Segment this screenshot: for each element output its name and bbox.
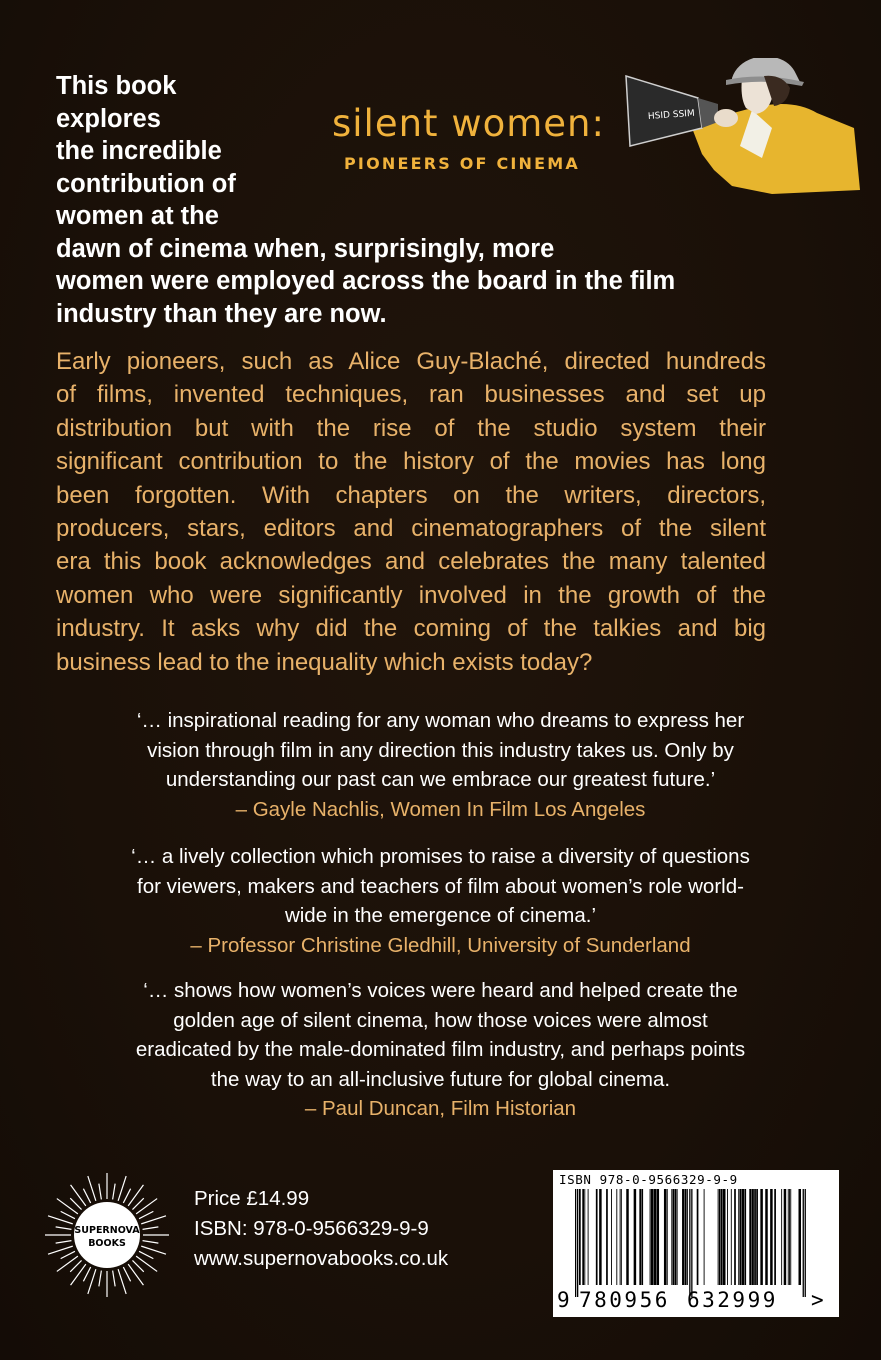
barcode-arrow: > (811, 1288, 824, 1312)
logo-ray (136, 1199, 157, 1214)
barcode-bar (738, 1189, 739, 1285)
logo-ray (128, 1264, 143, 1285)
barcode-guard-bar (575, 1189, 576, 1297)
barcode-bar (719, 1189, 721, 1285)
woman-with-megaphone-illustration (622, 58, 862, 194)
barcode-bar (723, 1189, 726, 1285)
barcode-bar (639, 1189, 641, 1285)
logo-ray (57, 1256, 78, 1271)
quote-line: ‘… inspirational reading for any woman who dreams to express her (136, 709, 745, 732)
barcode-bar (651, 1189, 654, 1285)
barcode-bar (718, 1189, 719, 1285)
barcode-bar (781, 1189, 782, 1285)
quote-line: vision through film in any direction this industry takes us. Only by (147, 738, 734, 762)
description-line: business lead to the inequality which exists today? (56, 648, 593, 676)
logo-ray (48, 1246, 73, 1254)
barcode-bar (754, 1189, 756, 1285)
description-line: industry. It asks why did the coming of the talkies and big (56, 615, 766, 643)
logo-ray (132, 1260, 143, 1271)
barcode (553, 1170, 839, 1317)
barcode-bar (760, 1189, 763, 1285)
barcode-bar (599, 1189, 602, 1285)
intro-line: dawn of cinema when, surprisingly, more (56, 234, 555, 263)
book-title (332, 102, 632, 173)
barcode-bar (704, 1189, 705, 1285)
barcode-bar (742, 1189, 745, 1285)
barcode-guard-bar (805, 1189, 806, 1297)
megaphone-text: HSID SSIM (647, 108, 696, 122)
barcode-bar (740, 1189, 742, 1285)
barcode-bar (751, 1189, 754, 1285)
description-line: era this book acknowledges and celebrates the many talented (56, 548, 766, 576)
logo-ray (143, 1227, 159, 1230)
barcode-bar (727, 1189, 728, 1285)
barcode-bar (654, 1189, 657, 1285)
barcode-bar (611, 1189, 612, 1285)
barcode-bar (799, 1189, 802, 1285)
barcode-bar (774, 1189, 776, 1285)
barcode-bar (685, 1189, 687, 1285)
description-line: producers, stars, editors and cinematographers of the silent (56, 515, 766, 543)
logo-ray (123, 1189, 130, 1203)
title-main: silent women: (332, 102, 605, 145)
logo-ray (57, 1199, 78, 1214)
quote-line: for viewers, makers and teachers of film about women’s role world- (137, 874, 744, 898)
logo-ray (141, 1246, 166, 1254)
logo-ray (83, 1267, 90, 1281)
barcode-bar (667, 1189, 668, 1285)
logo-ray (88, 1269, 96, 1294)
barcode-guard-bar (577, 1189, 578, 1297)
barcode-bar (788, 1189, 789, 1285)
logo-ray (48, 1216, 73, 1224)
barcode-bar (582, 1189, 584, 1285)
barcode-bar (641, 1189, 643, 1285)
barcode-bar (789, 1189, 790, 1285)
intro-line: women were employed across the board in the film (56, 267, 676, 295)
logo-ray (61, 1211, 75, 1218)
quote-attribution: – Paul Duncan, Film Historian (304, 1097, 577, 1121)
logo-line-1: SUPERNOVA (74, 1225, 140, 1236)
logo-ray (132, 1198, 143, 1209)
barcode-bar (756, 1189, 758, 1285)
quote-line: understanding our past can we embrace our greatest future.’ (165, 768, 716, 792)
barcode-bar (606, 1189, 608, 1285)
barcode-bar (634, 1189, 637, 1285)
barcode-bar (784, 1189, 787, 1285)
logo-ray (61, 1251, 75, 1258)
description-line: Early pioneers, such as Alice Guy-Blaché, directed hundreds (56, 348, 766, 375)
logo-ray (139, 1251, 153, 1258)
barcode-bar (765, 1189, 768, 1285)
description-line: distribution but with the rise of the studio system their (56, 414, 766, 442)
quote-line: ‘… shows how women’s voices were heard and helped create the (143, 979, 738, 1002)
description-line: women who were significantly involved in the growth of the (56, 581, 766, 609)
logo-ray (99, 1184, 102, 1200)
description-line: of films, invented techniques, ran businesses and set up (56, 381, 766, 409)
barcode-bar (650, 1189, 651, 1285)
barcode-guard-bar (691, 1189, 692, 1297)
review-quote-3 (40, 976, 841, 1124)
publisher-info (194, 1184, 448, 1274)
logo-ray (56, 1227, 72, 1230)
barcode-guard-bar (689, 1189, 690, 1297)
supernova-books-logo (44, 1172, 170, 1298)
barcode-bar (770, 1189, 773, 1285)
quote-line: eradicated by the male-dominated film industry, and perhaps points (135, 1038, 746, 1062)
intro-line: This book (56, 72, 177, 100)
barcode-bar (616, 1189, 617, 1285)
barcode-bars (559, 1189, 833, 1299)
barcode-group-1: 780956 (579, 1288, 670, 1312)
barcode-bar (620, 1189, 621, 1285)
intro-line: industry than they are now. (56, 299, 387, 328)
logo-ray (113, 1184, 116, 1200)
logo-ray (56, 1241, 72, 1244)
logo-ray (83, 1189, 90, 1203)
barcode-bar (626, 1189, 629, 1285)
logo-ray (118, 1176, 126, 1201)
quote-line: the way to an all-inclusive future for global cinema. (210, 1067, 671, 1091)
barcode-bar (657, 1189, 660, 1285)
logo-ray (136, 1256, 157, 1271)
barcode-bar (721, 1189, 723, 1285)
barcode-bar (731, 1189, 732, 1285)
barcode-group-2: 632999 (687, 1288, 778, 1312)
intro-line: explores (56, 104, 161, 133)
intro-line: women at the (56, 202, 219, 230)
logo-ray (143, 1241, 159, 1244)
quote-attribution: – Professor Christine Gledhill, University of Sunderland (190, 933, 691, 957)
logo-ray (123, 1267, 130, 1281)
review-quote-2 (40, 842, 841, 960)
barcode-bar (744, 1189, 746, 1285)
barcode-bar (697, 1189, 699, 1285)
barcode-bar (687, 1189, 688, 1285)
logo-ray (71, 1185, 86, 1206)
description-line: significant contribution to the history of the movies has long (56, 448, 766, 476)
barcode-bar (588, 1189, 589, 1285)
barcode-bar (682, 1189, 685, 1285)
barcode-bar (579, 1189, 581, 1285)
price-text: Price £14.99 (194, 1187, 310, 1210)
logo-ray (118, 1269, 126, 1294)
barcode-bar (664, 1189, 667, 1285)
quote-attribution: – Gayle Nachlis, Women In Film Los Angeles (235, 797, 646, 821)
website-text: www.supernovabooks.co.uk (194, 1247, 449, 1270)
logo-ray (99, 1271, 102, 1287)
description-paragraph (56, 345, 766, 679)
barcode-lead-digit: 9 (557, 1288, 570, 1312)
description-line: been forgotten. With chapters on the writers, directors, (56, 481, 766, 509)
logo-line-2: BOOKS (88, 1238, 126, 1249)
barcode-bar (596, 1189, 598, 1285)
logo-ray (141, 1216, 166, 1224)
quote-line: golden age of silent cinema, how those voices were almost (173, 1008, 708, 1032)
barcode-bar (790, 1189, 791, 1285)
logo-ray (88, 1176, 96, 1201)
quote-line: ‘… a lively collection which promises to raise a diversity of questions (131, 845, 750, 868)
logo-ray (139, 1211, 153, 1218)
logo-ray (113, 1271, 116, 1287)
title-subtitle: PIONEERS OF CINEMA (344, 154, 580, 173)
isbn-text: ISBN: 978-0-9566329-9-9 (194, 1217, 429, 1240)
barcode-bar (673, 1189, 675, 1285)
review-quote-1 (40, 706, 841, 824)
barcode-bar (621, 1189, 622, 1285)
barcode-bar (734, 1189, 736, 1285)
logo-ray (128, 1185, 143, 1206)
barcode-bar (584, 1189, 585, 1285)
barcode-bar (749, 1189, 751, 1285)
logo-ray (70, 1198, 81, 1209)
barcode-bar (671, 1189, 672, 1285)
intro-line: the incredible (56, 137, 222, 165)
barcode-bar (675, 1189, 677, 1285)
barcode-guard-bar (803, 1189, 804, 1297)
intro-line: contribution of (56, 169, 236, 198)
quote-line: wide in the emergence of cinema.’ (284, 904, 597, 928)
barcode-bar (677, 1189, 678, 1285)
barcode-isbn-label: ISBN 978-0-9566329-9-9 (559, 1172, 738, 1187)
logo-ray (71, 1264, 86, 1285)
logo-ray (70, 1260, 81, 1271)
